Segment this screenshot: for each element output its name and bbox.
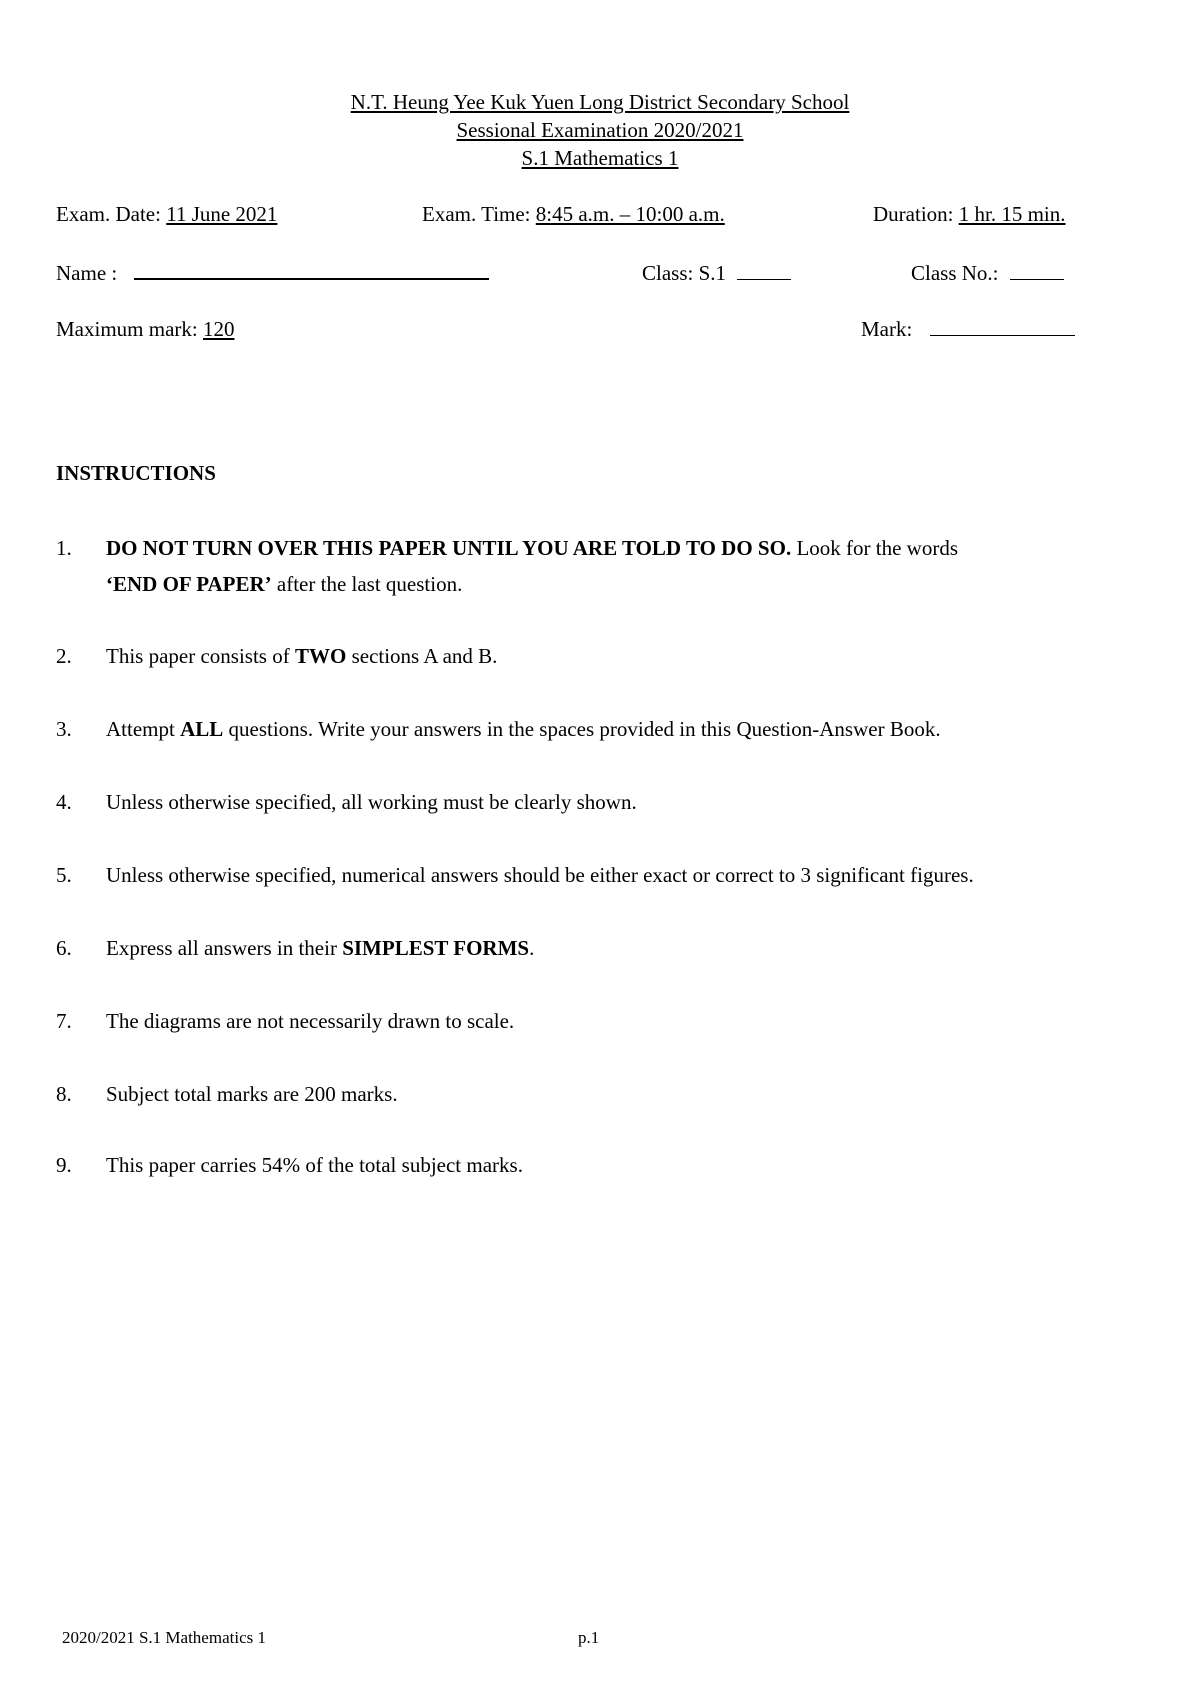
maximum-mark xyxy=(56,315,234,343)
instruction-item xyxy=(56,784,1156,820)
school-name: N.T. Heung Yee Kuk Yuen Long District Secondary School xyxy=(350,90,850,114)
instruction-number: 1. xyxy=(56,536,72,560)
exam-duration xyxy=(873,200,1066,228)
document-header xyxy=(0,88,1200,172)
instruction-text-part: . xyxy=(529,936,535,960)
instruction-number: 3. xyxy=(56,717,72,741)
exam-time-value: 8:45 a.m. – 10:00 a.m. xyxy=(535,202,725,226)
instruction-text-part: sections A and B. xyxy=(346,644,498,668)
exam-name: Sessional Examination 2020/2021 xyxy=(456,118,744,142)
instruction-text-part: The diagrams are not necessarily drawn to scale. xyxy=(106,1009,515,1033)
instruction-item xyxy=(56,638,1156,674)
instruction-text-part: Look for the words xyxy=(791,536,959,560)
class-label: Class: S.1 xyxy=(642,261,727,285)
instruction-text-part: Attempt xyxy=(106,717,181,741)
class-no-label: Class No.: xyxy=(911,261,999,285)
class-blank[interactable] xyxy=(737,261,791,280)
mark-blank[interactable] xyxy=(930,317,1075,336)
mark-field xyxy=(861,315,1075,343)
instruction-text-part: questions. Write your answers in the spaces provided in this Question-Answer Book. xyxy=(223,717,941,741)
instruction-text-part: This paper consists of xyxy=(106,644,295,668)
name-field xyxy=(56,259,489,287)
class-no-field xyxy=(911,259,1064,287)
mark-label: Mark: xyxy=(861,317,913,341)
instruction-text xyxy=(106,1003,1156,1039)
instruction-text xyxy=(106,711,1156,747)
exam-time xyxy=(422,200,725,228)
instruction-text xyxy=(106,1147,1156,1183)
instruction-text xyxy=(106,930,1156,966)
instruction-text xyxy=(106,857,1156,893)
instruction-number: 2. xyxy=(56,644,72,668)
instruction-number: 4. xyxy=(56,790,72,814)
exam-time-label: Exam. Time: xyxy=(422,202,531,226)
name-label: Name : xyxy=(56,261,118,285)
instruction-text-part: This paper carries 54% of the total subject marks. xyxy=(106,1153,523,1177)
instruction-text xyxy=(106,784,1156,820)
exam-date-value: 11 June 2021 xyxy=(166,202,278,226)
instruction-item xyxy=(56,711,1156,747)
instruction-number: 6. xyxy=(56,936,72,960)
instruction-bold-text: DO NOT TURN OVER THIS PAPER UNTIL YOU ARE TOLD TO DO SO. xyxy=(106,536,792,560)
exam-date xyxy=(56,200,277,228)
exam-duration-label: Duration: xyxy=(873,202,954,226)
instruction-bold-text: ‘END OF PAPER’ xyxy=(106,572,272,596)
instruction-text xyxy=(106,638,1156,674)
instruction-text-part: Subject total marks are 200 marks. xyxy=(106,1082,398,1106)
class-no-blank[interactable] xyxy=(1010,261,1064,280)
instruction-number: 8. xyxy=(56,1082,72,1106)
instruction-bold-text: TWO xyxy=(294,644,347,668)
maximum-mark-value: 120 xyxy=(202,317,235,341)
instruction-item xyxy=(56,530,1156,602)
instructions-title: INSTRUCTIONS xyxy=(56,461,216,485)
instruction-text xyxy=(106,1076,1156,1112)
instruction-item xyxy=(56,930,1156,966)
instruction-text-part: Unless otherwise specified, all working must be clearly shown. xyxy=(106,790,637,814)
instruction-number: 5. xyxy=(56,863,72,887)
maximum-mark-label: Maximum mark: xyxy=(56,317,198,341)
name-blank[interactable] xyxy=(134,260,489,280)
subject-name: S.1 Mathematics 1 xyxy=(521,146,679,170)
instruction-item xyxy=(56,857,1156,893)
instruction-number: 7. xyxy=(56,1009,72,1033)
instruction-bold-text: ALL xyxy=(180,717,224,741)
instruction-number: 9. xyxy=(56,1153,72,1177)
page-number: p.1 xyxy=(578,1628,600,1647)
instruction-bold-text: SIMPLEST FORMS xyxy=(342,936,530,960)
footer-title: 2020/2021 S.1 Mathematics 1 xyxy=(62,1628,266,1647)
instruction-text-part: Express all answers in their xyxy=(106,936,343,960)
instruction-item xyxy=(56,1003,1156,1039)
class-field xyxy=(642,259,791,287)
instructions-list xyxy=(56,530,1156,1183)
exam-date-label: Exam. Date: xyxy=(56,202,161,226)
instruction-item xyxy=(56,1147,1156,1183)
exam-duration-value: 1 hr. 15 min. xyxy=(958,202,1066,226)
instruction-text-part: after the last question. xyxy=(271,572,463,596)
instruction-text xyxy=(106,530,1156,602)
instruction-item xyxy=(56,1076,1156,1112)
instruction-text-part: Unless otherwise specified, numerical answers should be either exact or correct to 3 significant figures. xyxy=(106,863,974,887)
